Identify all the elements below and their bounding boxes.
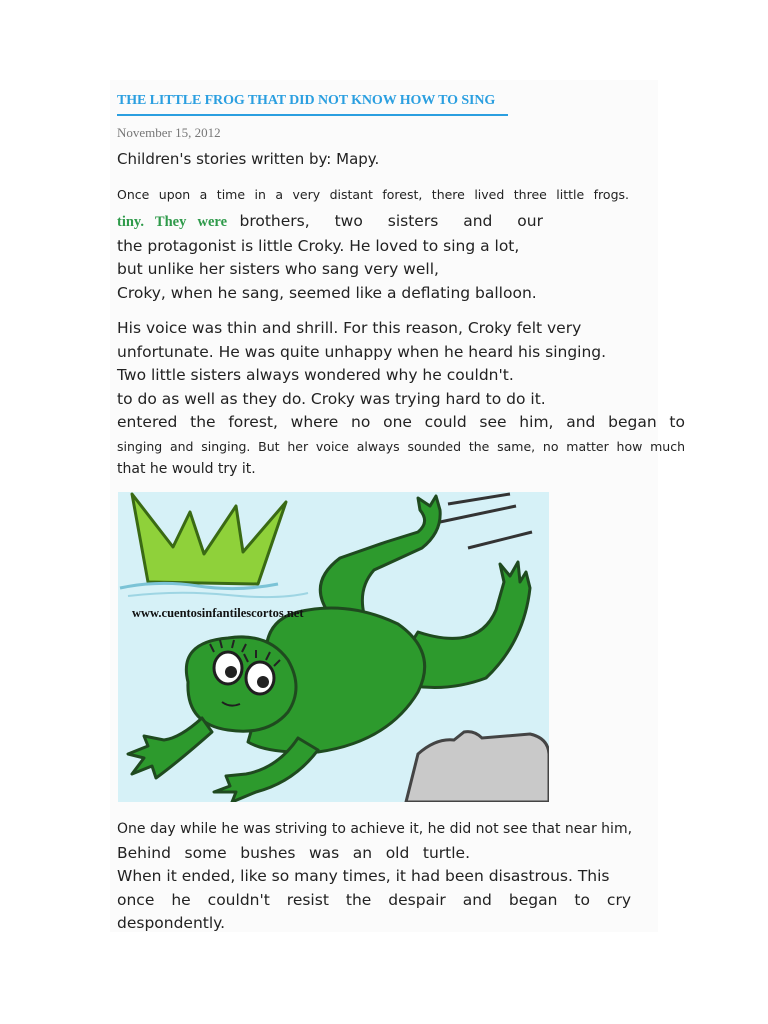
paragraph-2-line-1: His voice was thin and shrill. For this reason, Croky felt very — [117, 319, 582, 337]
frog-illustration-svg — [118, 492, 549, 802]
paragraph-1-line-3: but unlike her sisters who sang very well, — [117, 260, 439, 278]
paragraph-2-line-3: Two little sisters always wondered why he couldn't. — [117, 366, 514, 384]
paragraph-1-line-2: the protagonist is little Croky. He loved to sing a lot, — [117, 236, 520, 255]
grass-icon — [132, 494, 286, 584]
paragraph-2-line-7: that he would try it. — [117, 461, 256, 477]
image-watermark: www.cuentosinfantilescortos.net — [132, 606, 304, 620]
paragraph-3-line-4: once he couldn't resist the despair and began to cry — [117, 890, 631, 909]
paragraph-2-line-5: entered the forest, where no one could see him, and began to — [117, 413, 685, 431]
paragraph-3 — [117, 818, 670, 936]
paragraph-1-line-1-rest: brothers, two sisters and our — [239, 212, 543, 230]
highlighted-text: tiny. They were — [117, 214, 228, 230]
paragraph-2-line-6: singing and singing. But her voice always sounded the same, no matter how much — [117, 438, 685, 454]
story-title[interactable]: THE LITTLE FROG THAT DID NOT KNOW HOW TO SING — [117, 93, 508, 116]
paragraph-1 — [117, 210, 543, 305]
rock-icon — [406, 732, 549, 802]
paragraph-1-line-4: Croky, when he sang, seemed like a deflating balloon. — [117, 283, 537, 302]
motion-lines-icon — [448, 494, 510, 504]
intro-line: Once upon a time in a very distant forest, there lived three little frogs. — [117, 187, 629, 202]
paragraph-2-line-2: unfortunate. He was quite unhappy when he heard his singing. — [117, 342, 607, 361]
paragraph-3-line-3: When it ended, like so many times, it had been disastrous. This — [117, 867, 610, 885]
paragraph-3-line-5: despondently. — [117, 914, 226, 932]
post-date: November 15, 2012 — [117, 125, 221, 140]
byline: Children's stories written by: Mapy. — [117, 150, 380, 168]
paragraph-1-line-1 — [117, 210, 543, 235]
paragraph-3-line-2: Behind some bushes was an old turtle. — [117, 843, 470, 862]
paragraph-3-line-1: One day while he was striving to achieve it, he did not see that near him, — [117, 821, 633, 837]
paragraph-2-line-4: to do as well as they do. Croky was trying hard to do it. — [117, 389, 546, 408]
frog-illustration — [118, 492, 549, 802]
paragraph-2 — [117, 317, 685, 482]
